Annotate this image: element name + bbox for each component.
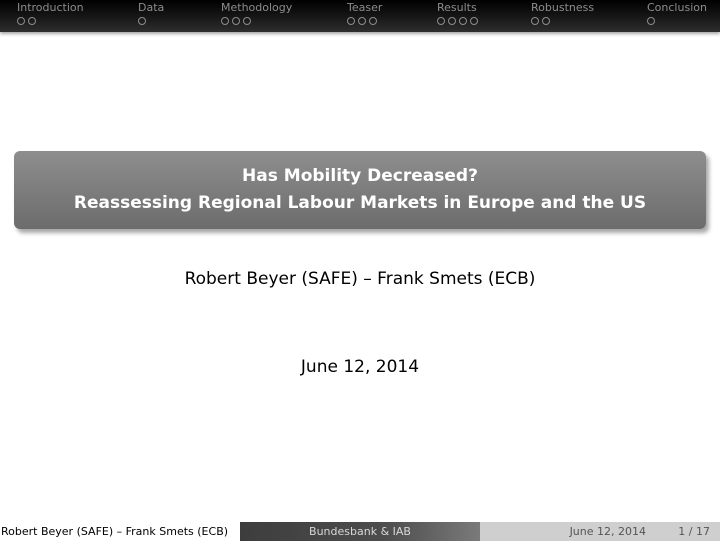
nav-section-introduction[interactable] bbox=[17, 2, 84, 25]
nav-label[interactable]: Conclusion bbox=[647, 1, 707, 14]
frame-dot[interactable] bbox=[448, 17, 456, 25]
presentation-date: June 12, 2014 bbox=[300, 357, 420, 377]
title-line-2: Reassessing Regional Labour Markets in Europe and the US bbox=[73, 193, 647, 213]
frame-dot[interactable] bbox=[232, 17, 240, 25]
frame-dot[interactable] bbox=[138, 17, 146, 25]
frame-dot[interactable] bbox=[542, 17, 550, 25]
nav-label[interactable]: Teaser bbox=[347, 1, 383, 14]
nav-section-robustness[interactable] bbox=[531, 2, 594, 25]
frame-dot[interactable] bbox=[28, 17, 36, 25]
footer bbox=[0, 522, 720, 541]
title-block bbox=[14, 151, 706, 229]
nav-label[interactable]: Data bbox=[138, 1, 165, 14]
frame-dot[interactable] bbox=[369, 17, 377, 25]
nav-section-data[interactable] bbox=[138, 2, 164, 25]
nav-label[interactable]: Results bbox=[437, 1, 477, 14]
frame-dot[interactable] bbox=[459, 17, 467, 25]
frame-dot[interactable] bbox=[437, 17, 445, 25]
title-line-1: Has Mobility Decreased? bbox=[242, 166, 478, 186]
footer-right bbox=[480, 522, 720, 541]
frame-dot[interactable] bbox=[347, 17, 355, 25]
nav-section-conclusion[interactable] bbox=[647, 2, 707, 25]
page-number: 1 / 17 bbox=[678, 525, 710, 538]
footer-author: Robert Beyer (SAFE) – Frank Smets (ECB) bbox=[0, 522, 240, 541]
nav-section-results[interactable] bbox=[437, 2, 478, 25]
nav-section-teaser[interactable] bbox=[347, 2, 382, 25]
frame-dot[interactable] bbox=[647, 17, 655, 25]
footer-date: June 12, 2014 bbox=[569, 525, 646, 538]
navigation-bar bbox=[0, 0, 720, 32]
nav-label[interactable]: Introduction bbox=[17, 1, 84, 14]
footer-institution: Bundesbank & IAB bbox=[240, 522, 480, 541]
frame-dot[interactable] bbox=[531, 17, 539, 25]
frame-dot[interactable] bbox=[243, 17, 251, 25]
nav-section-methodology[interactable] bbox=[221, 2, 292, 25]
frame-dot[interactable] bbox=[17, 17, 25, 25]
nav-label[interactable]: Methodology bbox=[221, 1, 293, 14]
nav-label[interactable]: Robustness bbox=[531, 1, 595, 14]
author-line: Robert Beyer (SAFE) – Frank Smets (ECB) bbox=[184, 269, 536, 289]
frame-dot[interactable] bbox=[221, 17, 229, 25]
frame-dot[interactable] bbox=[358, 17, 366, 25]
frame-dot[interactable] bbox=[470, 17, 478, 25]
